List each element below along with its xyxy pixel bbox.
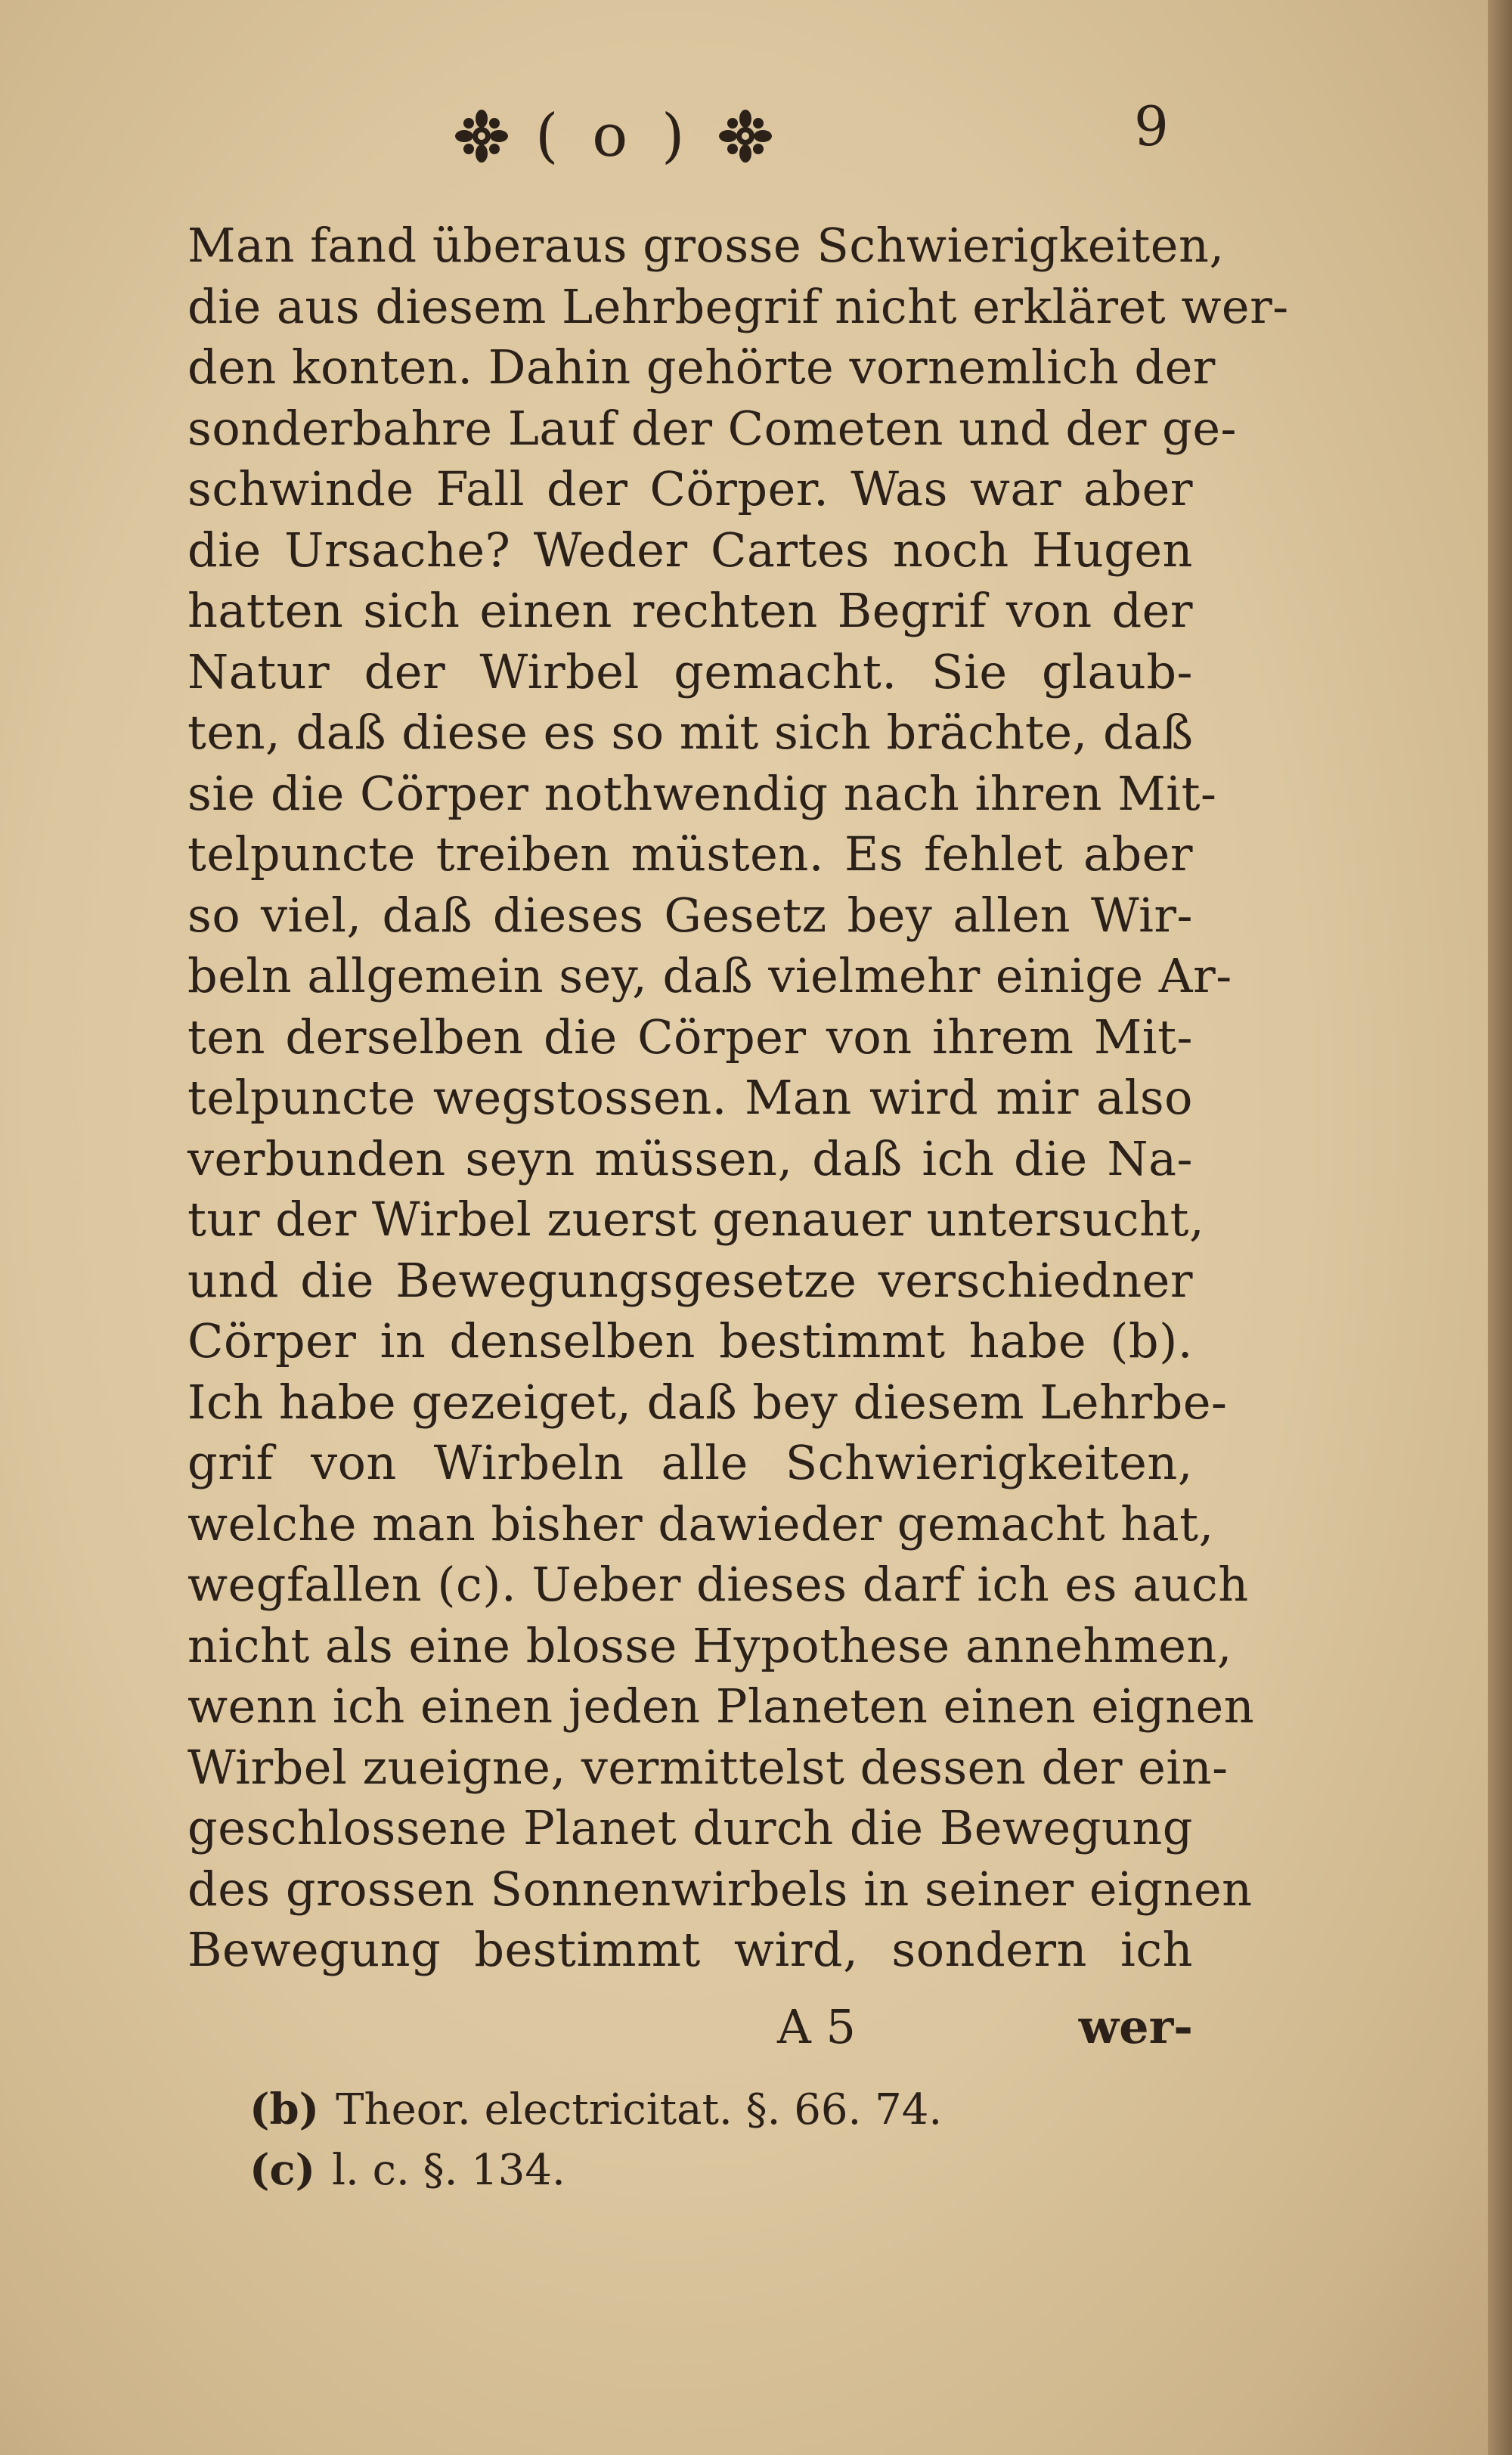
fleuron-icon [454,108,510,164]
text-line: grif von Wirbeln alle Schwierigkeiten, [187,1435,1193,1490]
book-spine-edge [1488,0,1512,2455]
text-line: schwinde Fall der Cörper. Was war aber [187,461,1193,516]
text-line: den konten. Dahin gehörte vornemlich der [187,339,1216,395]
page-header [454,95,1179,178]
text-line: hatten sich einen rechten Begrif von der [187,583,1193,638]
text-line: sie die Cörper nothwendig nach ihren Mit- [187,765,1217,821]
page-number: 9 [1134,95,1169,158]
text-line: des grossen Sonnenwirbels in seiner eignen [187,1861,1253,1917]
text-line: Wirbel zueigne, vermittelst dessen der ein- [187,1739,1228,1795]
text-line: verbunden seyn müssen, daß ich die Na- [187,1130,1193,1186]
text-line: und die Bewegungsgesetze verschiedner [187,1252,1193,1308]
footnote [249,2079,942,2140]
text-line: ten derselben die Cörper von ihrem Mit- [187,1009,1193,1065]
footnote-mark: (c) [249,2145,316,2195]
footnotes [249,2079,942,2200]
text-line: telpuncte treiben müsten. Es fehlet aber [187,826,1193,882]
catchline [187,1996,1193,2058]
text-line: Ich habe gezeiget, daß bey diesem Lehrbe- [187,1374,1228,1430]
footnote-mark: (b) [249,2085,320,2134]
text-line: Natur der Wirbel gemacht. Sie glaub- [187,643,1193,699]
text-line: tur der Wirbel zuerst genauer untersucht, [187,1192,1205,1247]
text-line: wegfallen (c). Ueber dieses darf ich es auch [187,1557,1249,1612]
text-line: geschlossene Planet durch die Bewegung [187,1800,1193,1855]
body-text [187,215,1289,1981]
catchword: wer- [1078,1999,1193,2054]
footnote [249,2140,942,2200]
header-signature: ( o ) [535,102,692,170]
text-line: welche man bisher dawieder gemacht hat, [187,1496,1214,1551]
text-line: sonderbahre Lauf der Cometen und der ge- [187,400,1237,456]
text-line: beln allgemein sey, daß vielmehr einige Ar- [187,948,1232,1003]
signature-mark: A 5 [777,1999,856,2054]
text-line: telpuncte wegstossen. Man wird mir also [187,1070,1193,1125]
text-line: wenn ich einen jeden Planeten einen eignen [187,1679,1255,1734]
text-line: die Ursache? Weder Cartes noch Hugen [187,522,1193,578]
text-line: Cörper in denselben bestimmt habe (b). [187,1313,1193,1369]
text-line: so viel, daß dieses Gesetz bey allen Wir- [187,887,1193,943]
text-line: die aus diesem Lehrbegrif nicht erkläret wer- [187,278,1289,334]
text-line: nicht als eine blosse Hypothese annehmen, [187,1617,1233,1673]
text-line: ten, daß diese es so mit sich brächte, daß [187,705,1194,760]
footnote-text: Theor. electricitat. §. 66. 74. [336,2085,943,2134]
text-line: Man fand überaus grosse Schwierigkeiten, [187,218,1225,273]
fleuron-icon [717,108,773,164]
footnote-text: l. c. §. 134. [332,2146,565,2195]
text-line: Bewegung bestimmt wird, sondern ich [187,1922,1193,1977]
